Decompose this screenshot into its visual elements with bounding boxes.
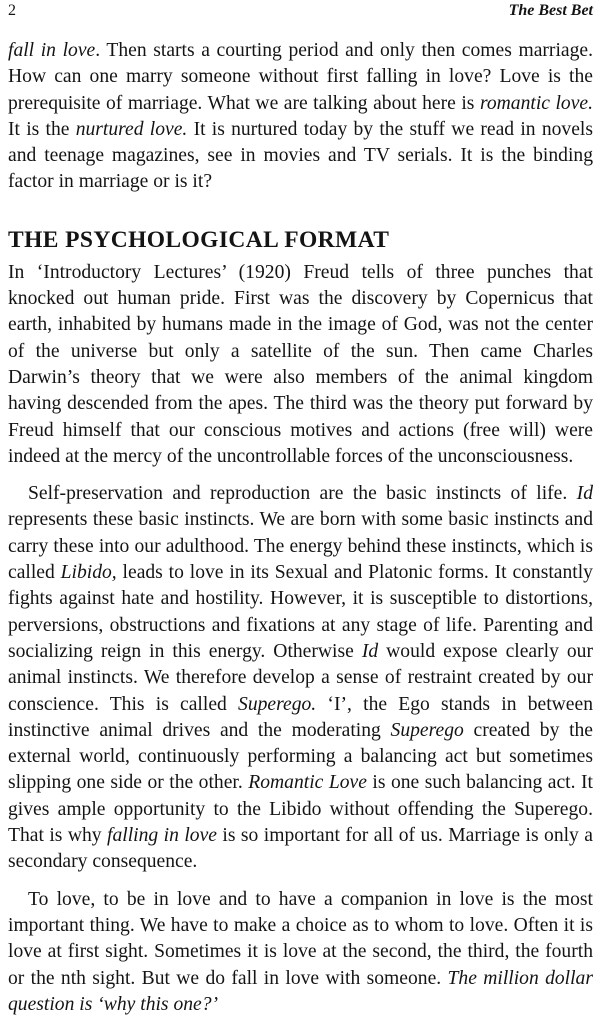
- italic-phrase: fall in love: [8, 40, 96, 61]
- italic-phrase: nurtured love.: [75, 118, 188, 140]
- text-run: represents these basic instincts. We are born with some basic instincts and carry these into our adulthood. The energy behind these instincts, which is called: [8, 509, 593, 584]
- paragraph-choice-of-love: [8, 887, 593, 1018]
- section-heading: THE PSYCHOLOGICAL FORMAT: [8, 226, 390, 253]
- text-run: created by the external world, continuously performing a balancing act but sometimes slipping one side or the other.: [8, 719, 594, 794]
- italic-term: Id: [576, 483, 593, 505]
- italic-term: Superego.: [238, 693, 317, 715]
- italic-term: Superego: [390, 719, 464, 741]
- text-run: To love, to be in love and to have a companion in love is the most important thing. We have to make a choice as to whom to love. Often it is love at first sight. Sometimes it is love at the second, the third, the fourth or the nth sight. But we do fall in love with someone.: [8, 888, 593, 989]
- text-run: It is the: [8, 118, 76, 140]
- italic-term: Romantic Love: [248, 772, 367, 794]
- italic-term: Libido,: [60, 562, 117, 584]
- page-number: 2: [8, 2, 16, 19]
- text-run: . Then starts a courting period and only then comes marriage. How can one marry someone without first falling in love? Love is the prerequisite of marriage. What we are talking about here is: [8, 40, 593, 114]
- paragraph-freud-punches: In ‘Introductory Lectures’ (1920) Freud tells of three punches that knocked out human pride. First was the discovery by Copernicus that earth, inhabited by humans made in the image of God, was not the center of the universe but only a satellite of the sun. Then came Charles Darwin’s theory that we were also members of the animal kingdom having descended from the apes. The third was the theory put forward by Freud himself that our conscious motives and actions (free will) were indeed at the mercy of the uncontrollable forces of the unconsciousness.: [8, 261, 593, 467]
- italic-term: Id: [361, 640, 379, 662]
- running-header: [8, 0, 593, 30]
- text-run: leads to love in its Sexual and Platonic forms. It constantly fights against hate and hostility. However, it is susceptible to distortions, perversions, obstructions and fixations at any stage of life. Parenting and socializing reign in this energy. Otherwise: [8, 562, 593, 662]
- running-title: The Best Bet: [508, 2, 593, 19]
- text-run: is one such balancing act. It gives ample opportunity to the Libido without offending the Superego. That is why: [8, 772, 593, 847]
- italic-phrase: The million dollar question is ‘why this one?’: [8, 967, 593, 1015]
- text-run: It is nurtured today by the stuff we read in novels and teenage magazines, see in movies and TV serials. It is the binding factor in marriage or is it?: [8, 118, 593, 193]
- italic-phrase: falling in love: [107, 825, 217, 847]
- text-run: is so important for all of us. Marriage is only a secondary consequence.: [8, 825, 593, 873]
- paragraph-romantic-love: [8, 38, 593, 196]
- paragraph-instincts: [8, 481, 593, 875]
- text-run: Self-preservation and reproduction are the basic instincts of life.: [28, 483, 577, 505]
- italic-phrase: romantic love.: [479, 92, 593, 114]
- text-run: ‘I’, the Ego stands in between instinctive animal drives and the moderating: [8, 693, 593, 741]
- text-run: would expose clearly our animal instincts. We therefore develop a sense of restraint created by our conscience. This is called: [8, 640, 593, 715]
